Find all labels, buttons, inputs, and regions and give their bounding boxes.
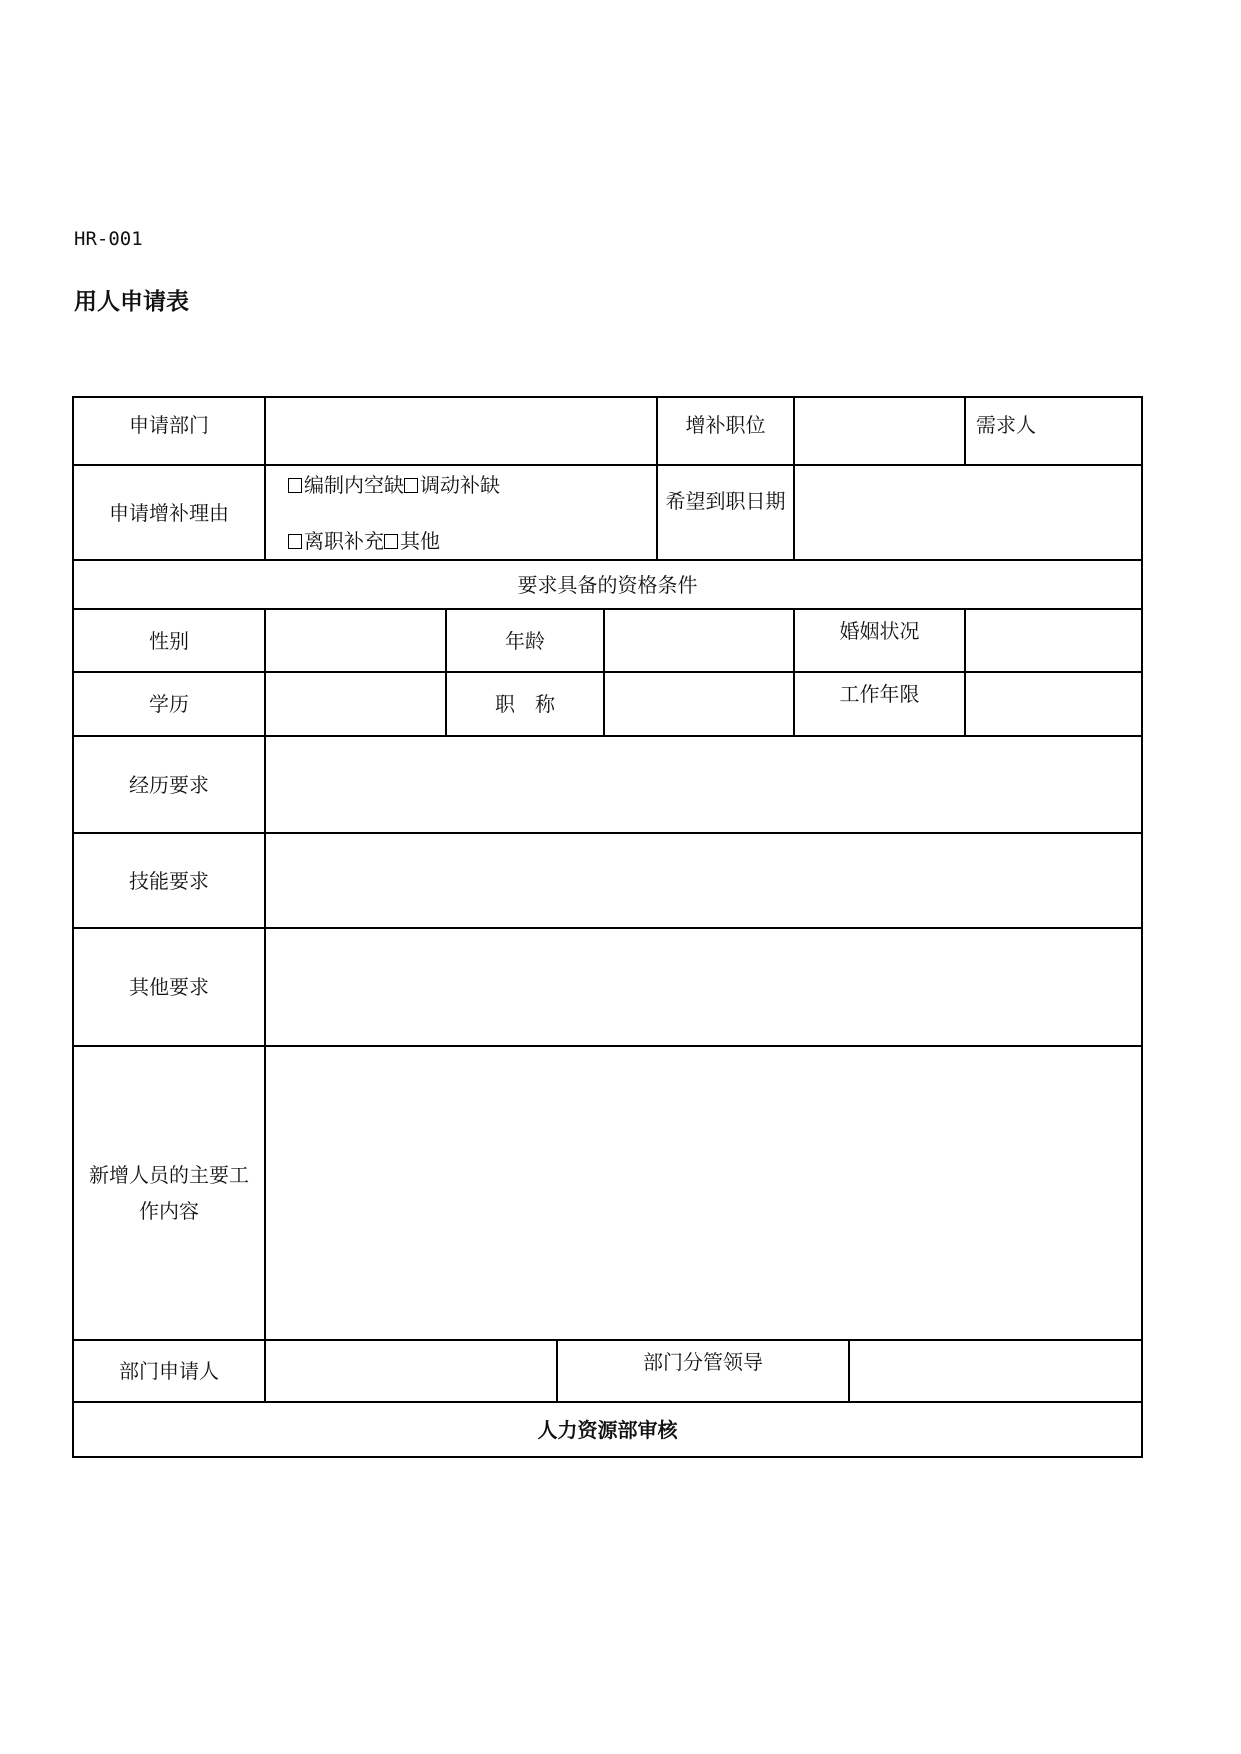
checkbox-transfer[interactable]	[404, 478, 418, 493]
date-field[interactable]	[795, 466, 1141, 559]
duties-field[interactable]	[266, 1047, 1141, 1339]
skills-field[interactable]	[266, 834, 1141, 927]
reason-options-line1	[288, 470, 500, 500]
option-transfer: 调动补缺	[420, 473, 500, 497]
gender-label: 性别	[149, 628, 189, 653]
leader-field[interactable]	[850, 1341, 1141, 1401]
option-resignation: 离职补充	[304, 529, 384, 553]
applicant-field[interactable]	[266, 1341, 556, 1401]
dept-label: 申请部门	[129, 413, 209, 437]
reason-label: 申请增补理由	[109, 500, 229, 525]
dept-field[interactable]	[266, 398, 656, 464]
col-divider	[264, 608, 266, 735]
applicant-label: 部门申请人	[119, 1359, 219, 1383]
checkbox-vacancy[interactable]	[288, 478, 302, 493]
age-label: 年龄	[505, 628, 545, 653]
other-field[interactable]	[266, 929, 1141, 1045]
option-vacancy: 编制内空缺	[304, 473, 404, 497]
duties-label: 新增人员的主要工作内容	[89, 1163, 249, 1223]
title-label: 职 称	[495, 692, 555, 716]
leader-label: 部门分管领导	[643, 1350, 763, 1374]
experience-field[interactable]	[266, 737, 1141, 832]
qualifications-header: 要求具备的资格条件	[517, 572, 698, 597]
marital-label: 婚姻状况	[839, 619, 920, 643]
years-label: 工作年限	[839, 682, 920, 706]
other-label: 其他要求	[129, 975, 209, 999]
position-label: 增补职位	[685, 413, 766, 437]
skills-label: 技能要求	[129, 868, 209, 893]
checkbox-resignation[interactable]	[288, 534, 302, 549]
date-label: 希望到职日期	[665, 489, 786, 513]
requester-label: 需求人	[976, 413, 1036, 437]
position-field[interactable]	[795, 398, 964, 464]
reason-options-line2	[288, 526, 440, 556]
hr-review-header: 人力资源部审核	[537, 1417, 678, 1442]
checkbox-other[interactable]	[384, 534, 398, 549]
form-code: HR-001	[74, 228, 143, 250]
option-other: 其他	[400, 529, 440, 553]
requisition-form	[72, 396, 1143, 1458]
col-divider	[964, 608, 966, 735]
col-divider	[603, 608, 605, 735]
page-title: 用人申请表	[74, 289, 189, 315]
experience-label: 经历要求	[129, 772, 209, 797]
education-label: 学历	[149, 692, 189, 716]
